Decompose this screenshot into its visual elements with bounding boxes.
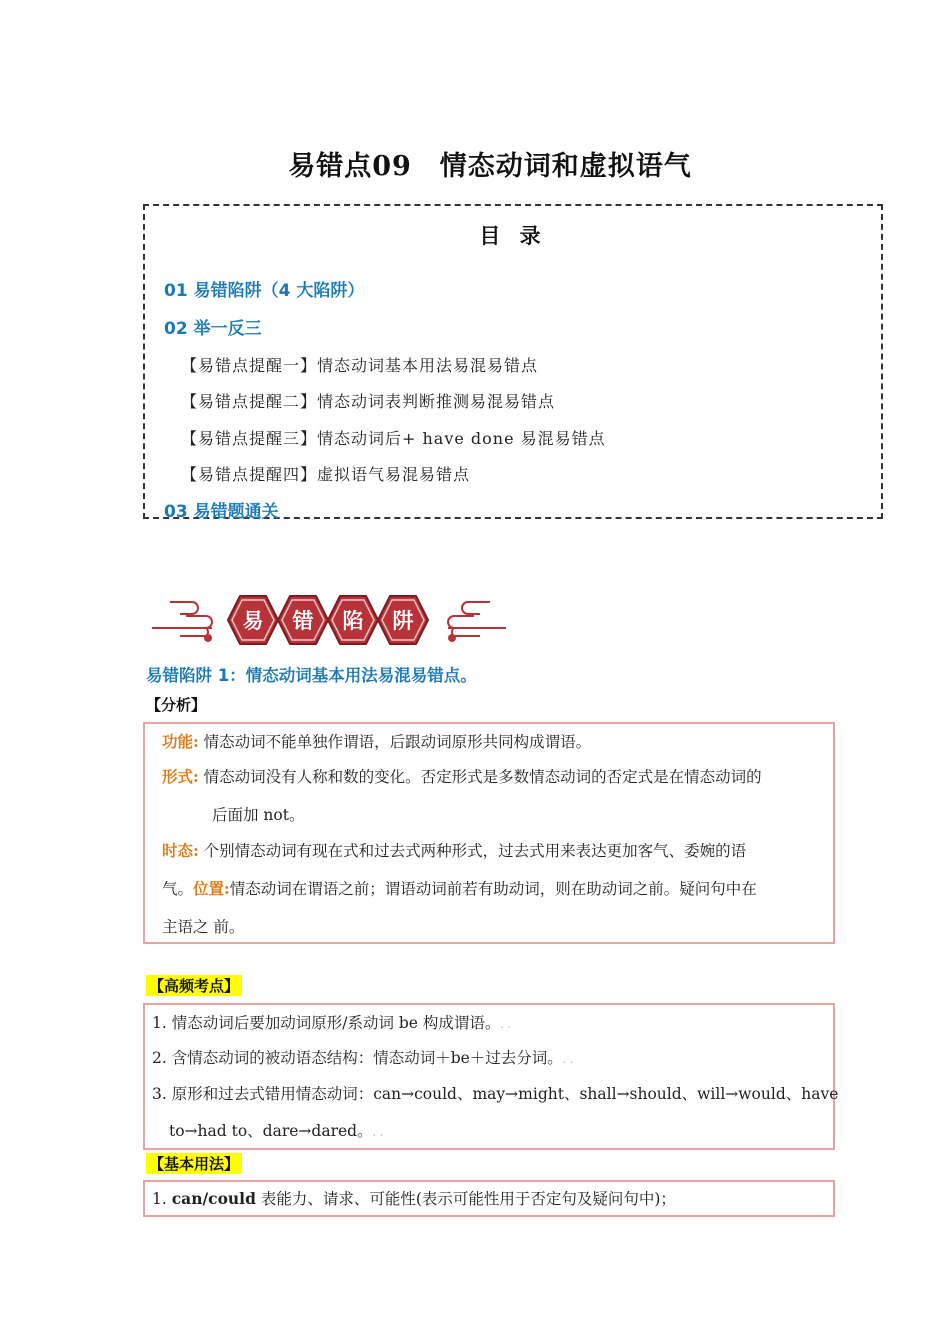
left-swirl-decoration [152, 602, 212, 641]
right-swirl-decoration [448, 602, 506, 641]
text-tense: 个别情态动词有现在式和过去式两种形式，过去式用来表达更加客气、委婉的语 [203, 842, 747, 860]
label-form: 形式: [162, 767, 199, 786]
text-form: 情态动词没有人称和数的变化。否定形式是多数情态动词的否定式是在情态动词的 [203, 768, 762, 786]
hf-point-2-text: 2. 含情态动词的被动语态结构：情态动词＋be＋过去分词。 [152, 1049, 563, 1067]
toc-section-traps[interactable]: 01 易错陷阱（4 大陷阱） [164, 281, 365, 301]
hf-point-3-cont [169, 1119, 383, 1141]
hf-mark-2: . . [562, 1053, 574, 1066]
banner-char-4: 阱 [392, 609, 414, 633]
analysis-line-function [162, 730, 591, 752]
basic-point-1-keyword: can/could [171, 1189, 256, 1208]
trap-1-heading: 易错陷阱 1：情态动词基本用法易混易错点。 [146, 666, 477, 685]
section-banner [150, 588, 510, 652]
hf-mark-1: . . [500, 1018, 511, 1031]
label-position: 位置: [193, 879, 230, 898]
high-frequency-box [143, 1003, 839, 1150]
analysis-line-form-cont: 后面加 not。 [212, 806, 305, 824]
high-frequency-tag: 【高频考点】 [146, 975, 242, 996]
toc-item-4[interactable]: 【易错点提醒四】虚拟语气易混易错点 [181, 465, 471, 484]
toc-heading: 目 录 [479, 224, 547, 248]
analysis-line-tense [162, 839, 746, 861]
banner-char-3: 陷 [342, 609, 364, 633]
toc-item-3[interactable]: 【易错点提醒三】情态动词后+ have done 易混易错点 [181, 429, 606, 448]
hf-point-3-cont-text: to→had to、dare→dared。 [169, 1122, 373, 1140]
hf-point-1-text: 1. 情态动词后要加动词原形/系动词 be 构成谓语。 [152, 1014, 501, 1032]
label-tense: 时态: [162, 841, 199, 860]
banner-char-2: 错 [292, 609, 314, 633]
page-title: 易错点09 情态动词和虚拟语气 [288, 151, 692, 182]
hf-point-2 [152, 1046, 573, 1068]
analysis-line-form [162, 765, 762, 787]
analysis-box [143, 722, 835, 944]
text-function: 情态动词不能单独作谓语，后跟动词原形共同构成谓语。 [203, 733, 592, 751]
analysis-line-position [162, 877, 757, 899]
basic-usage-box [143, 1180, 835, 1217]
basic-point-1 [152, 1187, 676, 1209]
basic-usage-tag: 【基本用法】 [146, 1153, 242, 1174]
analysis-tag: 【分析】 [146, 696, 207, 714]
text-tense-end: 气。 [162, 880, 194, 898]
basic-point-1-text: 表能力、请求、可能性(表示可能性用于否定句及疑问句中)； [255, 1190, 676, 1208]
label-function: 功能: [162, 732, 199, 751]
hf-mark-3: . . [372, 1126, 384, 1139]
table-of-contents [143, 204, 883, 522]
toc-item-1[interactable]: 【易错点提醒一】情态动词基本用法易混易错点 [181, 356, 539, 375]
basic-point-1-num: 1. [152, 1190, 172, 1208]
text-position: 情态动词在谓语之前；谓语动词前若有助动词，则在助动词之前。疑问句中在 [229, 880, 757, 898]
toc-section-examples[interactable]: 02 举一反三 [164, 319, 262, 339]
analysis-line-position-cont: 主语之 前。 [162, 918, 245, 936]
toc-item-2[interactable]: 【易错点提醒二】情态动词表判断推测易混易错点 [181, 392, 556, 411]
hf-point-3: 3. 原形和过去式错用情态动词：can→could、may→might、shall→should、will→would、have [152, 1085, 839, 1103]
banner-char-1: 易 [242, 609, 264, 633]
toc-section-exercises[interactable]: 03 易错题通关 [164, 502, 279, 522]
hf-point-1 [152, 1011, 511, 1033]
